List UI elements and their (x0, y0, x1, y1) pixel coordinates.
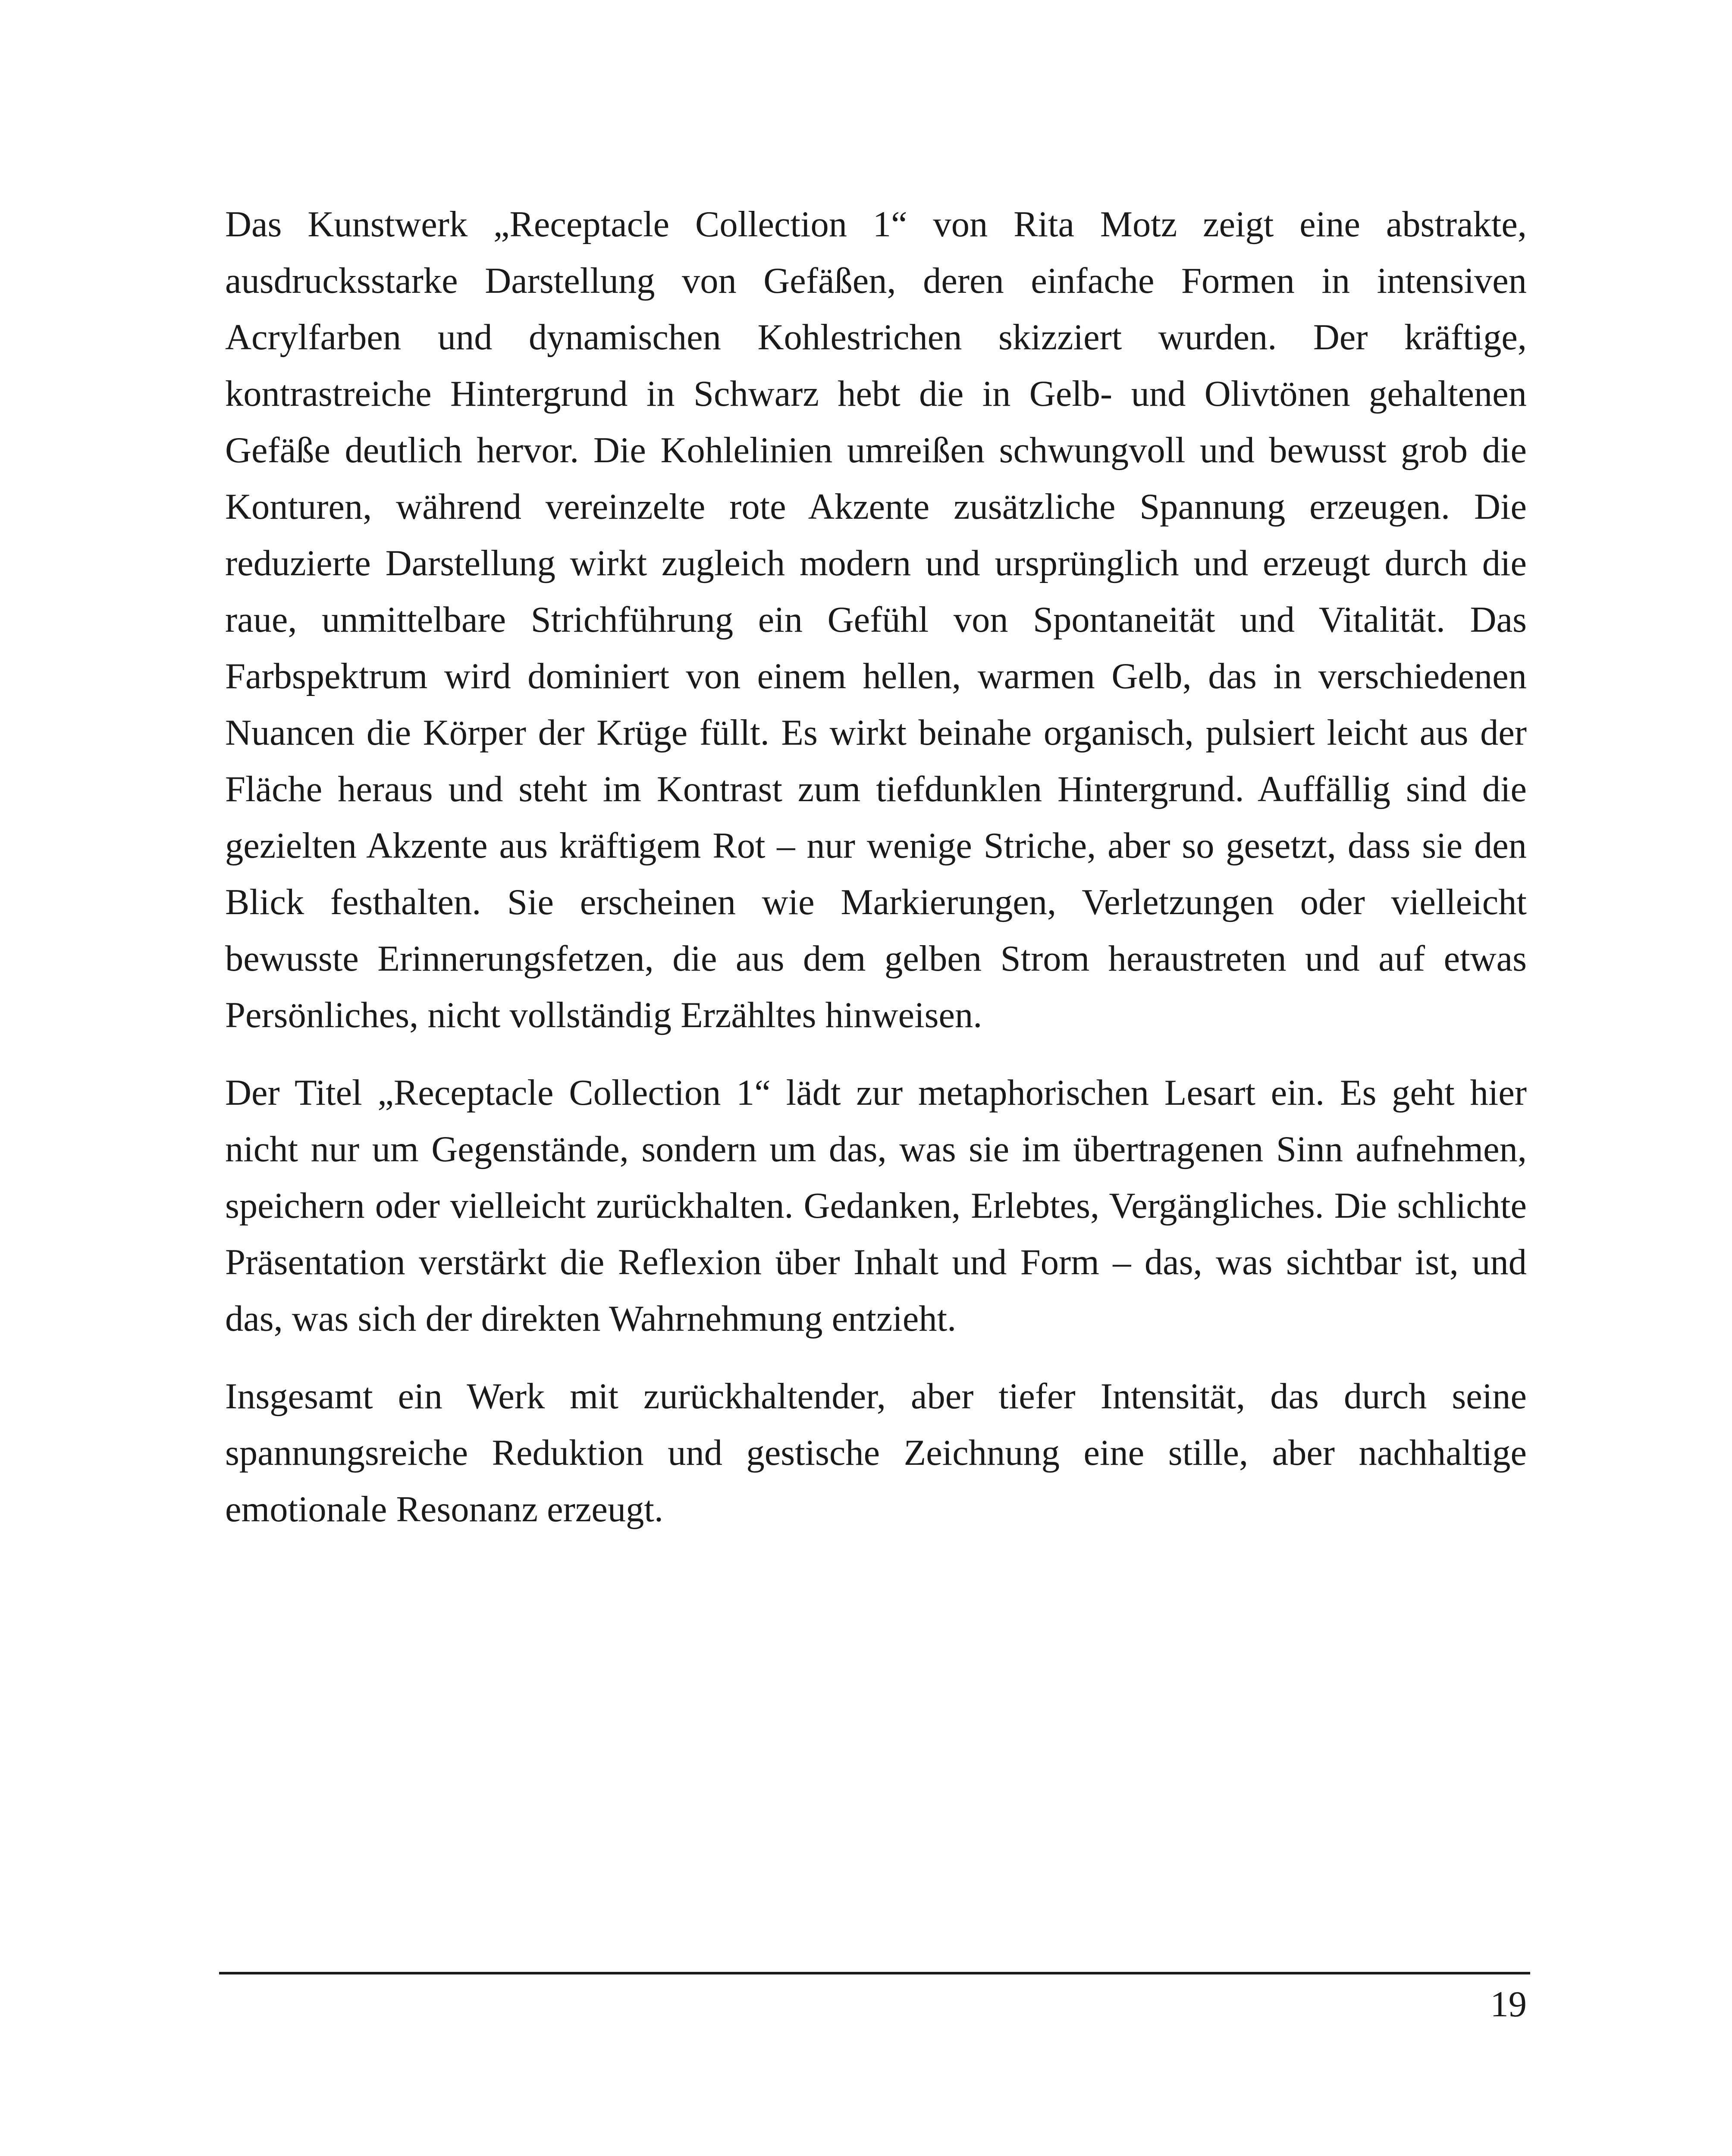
paragraph: Der Titel „Receptacle Collection 1“ lädt zur metaphorischen Lesart ein. Es geht hier nicht nur um Gegenstände, sondern um das, was sie im übertragenen Sinn aufnehmen, speichern oder vielleicht zurückhalten. Gedanken, Erlebtes, Vergängliches. Die schlichte Präsentation verstärkt die Reflexion über Inhalt und Form – das, was sichtbar ist, und das, was sich der direkten Wahrnehmung entzieht. (225, 1073, 1527, 1339)
paragraph: Insgesamt ein Werk mit zurückhaltender, aber tiefer Intensität, das durch seine spannungsreiche Reduktion und gestische Zeichnung eine stille, aber nachhaltige emotionale Resonanz erzeugt. (225, 1376, 1527, 1529)
body-text (225, 196, 1527, 1538)
footer-rule (219, 1972, 1530, 1974)
paragraph: Das Kunstwerk „Receptacle Collection 1“ von Rita Motz zeigt eine abstrakte, ausdrucksstarke Darstellung von Gefäßen, deren einfache Formen in intensiven Acrylfarben und dynamischen Kohlestrichen skizziert wurden. Der kräftige, kontrastreiche Hintergrund in Schwarz hebt die in Gelb- und Olivtönen gehaltenen Gefäße deutlich hervor. Die Kohlelinien umreißen schwungvoll und bewusst grob die Konturen, während vereinzelte rote Akzente zusätzliche Spannung erzeugen. Die reduzierte Darstellung wirkt zugleich modern und ursprünglich und erzeugt durch die raue, unmittelbare Strichführung ein Gefühl von Spontaneität und Vitalität. Das Farbspektrum wird dominiert von einem hellen, warmen Gelb, das in verschiedenen Nuancen die Körper der Krüge füllt. Es wirkt beinahe organisch, pulsiert leicht aus der Fläche heraus und steht im Kontrast zum tiefdunklen Hintergrund. Auffällig sind die gezielten Akzente aus kräftigem Rot – nur wenige Striche, aber so gesetzt, dass sie den Blick festhalten. Sie erscheinen wie Markierungen, Verletzungen oder vielleicht bewusste Erinnerungsfetzen, die aus dem gelben Strom heraustreten und auf etwas Persönliches, nicht vollständig Erzähltes hinweisen. (225, 204, 1527, 1035)
page-number: 19 (1490, 1984, 1527, 2024)
